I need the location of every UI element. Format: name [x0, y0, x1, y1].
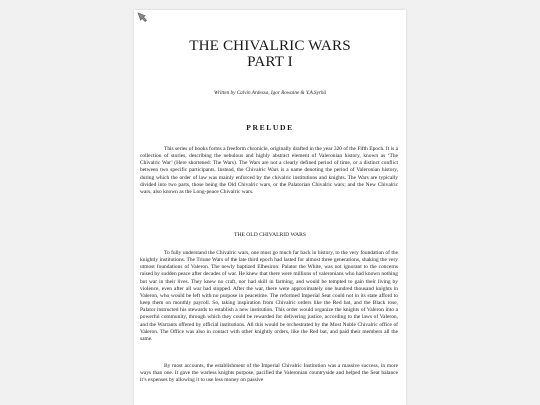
section-paragraph: To fully understand the Chivalric wars, one must go much far back in history, to the very foundation of the knightly institutions. The Triune Wars of the late third epoch had lasted for almost three generations, shaking the very utmost foundations of Valeron. The newly baptized Elhesiron: Palator the White, was not ignorant to the concerns raised by sudden peace after decades of war. He knew that there were millions of valeronians who had known nothing but war in their lives. They knew no craft, nor had skill in farming, and would be tempted to gain their living by violence, even after all war had stopped. After the war, there were approximately one hundred thousand knights in Valeron, who would be left with no purpose in peacetime. The reformed Imperial Seat could not in its state afford to keep them on monthly payroll. So, taking inspiration from Chivalric orders like the Red bat, and the Black rose, Palator instructed his stewards to establish a new institution. This order would organize the knights of Valeron into a powerful community, through which they could be rewarded for delivering justice, according to the laws of Valeron, and the Warrants offered by official institutions. All this would be orchestrated by the Most Noble Chivalric office of Valeron. The Office was also in contact with other knightly orders, like the Red bat, and paid their members all the same.: [140, 250, 398, 342]
document-title: THE CHIVALRIC WARS: [189, 37, 351, 54]
page-corner-arrow-icon[interactable]: [137, 12, 148, 23]
section-heading: THE OLD CHIVALRID WARS: [233, 232, 307, 238]
document-page: [134, 10, 406, 405]
authors-line: Written by Calvin Ardessa, Igor Rowaine & Y.A.Syrhä: [213, 90, 327, 96]
document-subtitle: PART I: [247, 53, 293, 70]
prelude-heading: PRELUDE: [246, 123, 294, 132]
third-paragraph: By most accounts, the establishment of the Imperial Chivalric Institution was a massive success, in more ways than one. It gave the warless knights purpose, pacified the Valeronian countryside and helped the Seat balance it’s expenses by allowing it to use less money on passive: [140, 363, 398, 384]
prelude-paragraph: This series of books forms a freeform chronicle, originally drafted in the year 320 of the Fifth Epoch. It is a collection of stories, describing the nebulous and highly abstract element of Valeronian history, known as ‘The Chivalric War’ (Here shortened: The Wars). The Wars are not a clearly defined period of time, or a distinct conflict between two specific participants. Instead, the Chivalric Wars is a name denoting the period of Valeronian history, during which the order of law was mainly enforced by the chivalric institutions and knights. The Wars are typically divided into two parts, those being the Old Chivalric wars, or the Palatorian Chivalric wars; and the New Chivalric wars, also known as the Long-peace Chivalric wars.: [140, 146, 398, 195]
